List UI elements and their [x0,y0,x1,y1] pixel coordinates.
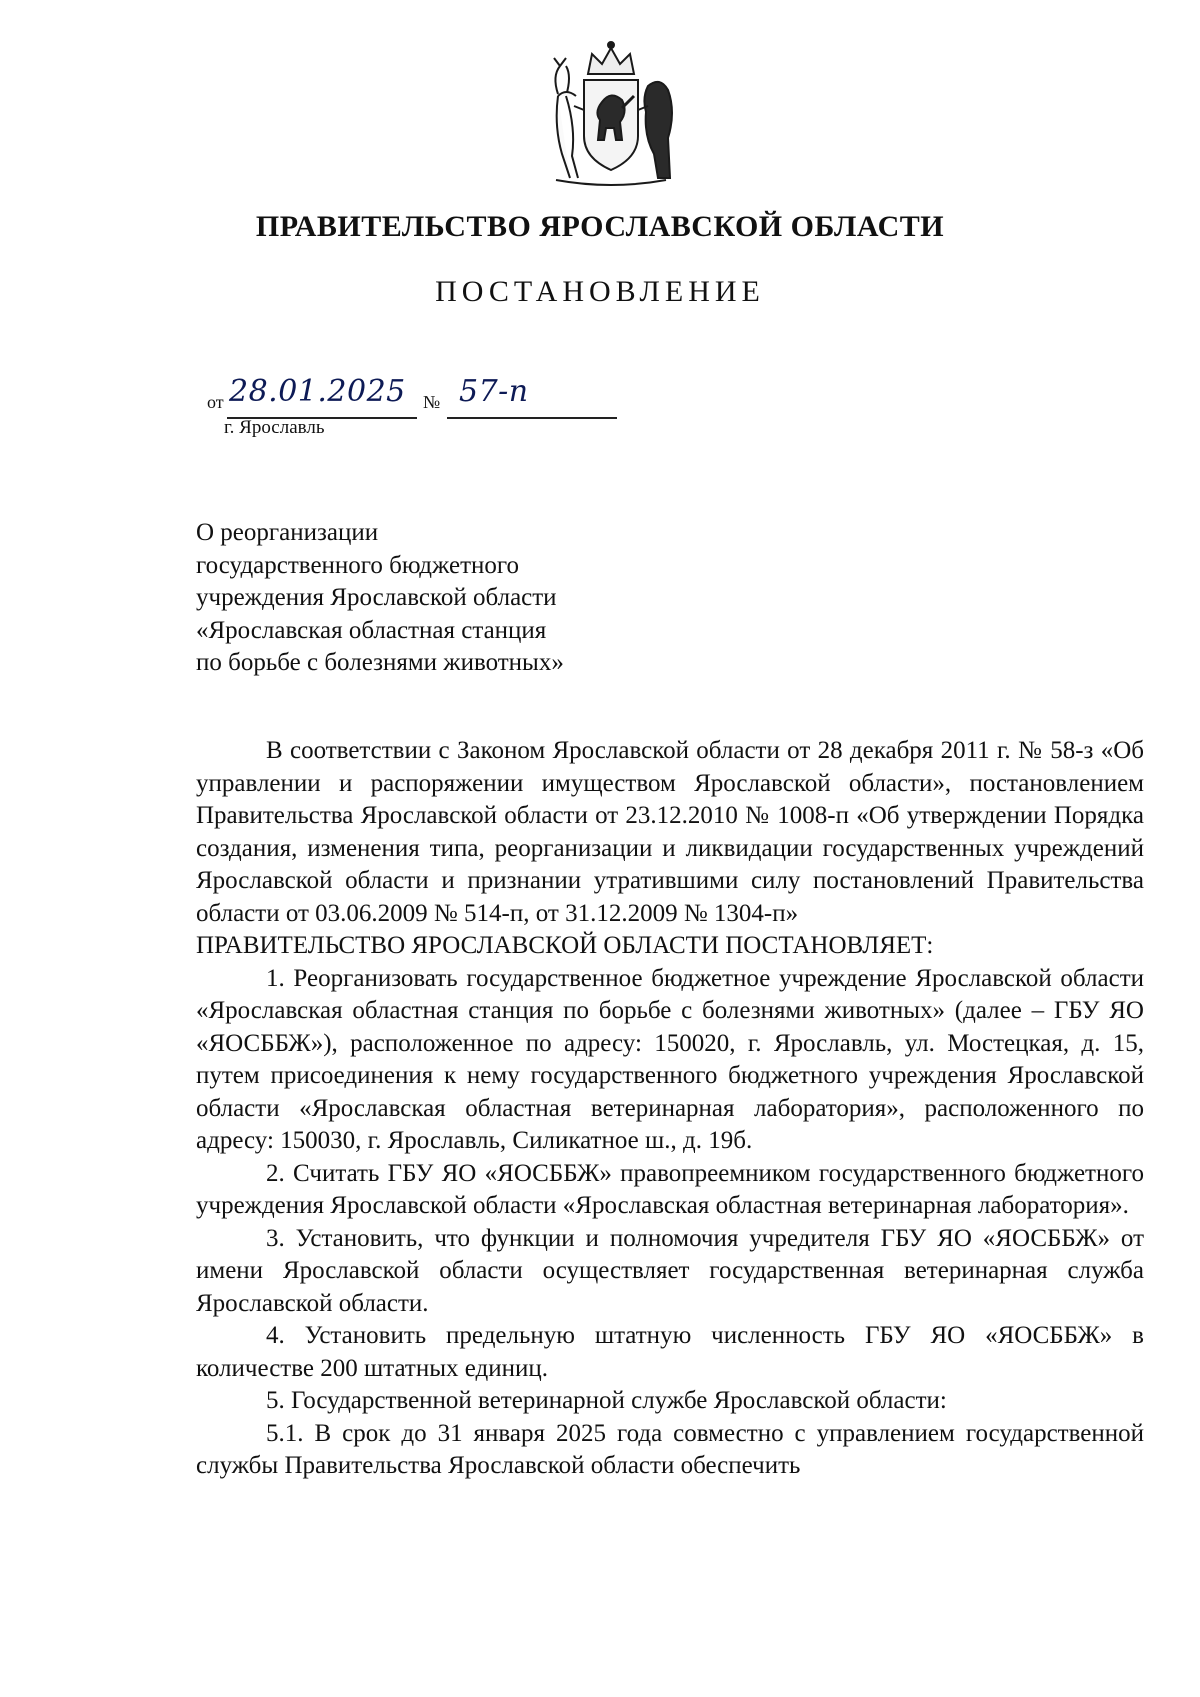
document-body [196,735,1144,1483]
coat-of-arms-icon [536,36,686,186]
subject-line: учреждения Ярославской области [196,584,557,611]
resolve-heading: ПРАВИТЕЛЬСТВО ЯРОСЛАВСКОЙ ОБЛАСТИ ПОСТАНОВЛЯЕТ: [196,932,934,959]
number-underline [447,417,617,419]
resolution-item: 4. Установить предельную штатную численность ГБУ ЯО «ЯОСББЖ» в количестве 200 штатных единиц. [196,1322,1144,1382]
document-type: ПОСТАНОВЛЕНИЕ [435,275,765,308]
organization-title: ПРАВИТЕЛЬСТВО ЯРОСЛАВСКОЙ ОБЛАСТИ [255,210,945,243]
document-subject [196,517,564,680]
handwritten-number: 57-п [459,374,529,409]
subject-line: «Ярославская областная станция [196,616,547,644]
number-label: № [423,392,441,412]
resolution-item: 1. Реорганизовать государственное бюджетное учреждение Ярославской области «Ярославская областная станция по борьбе с болезнями животных» (далее – ГБУ ЯО «ЯОСББЖ»), расположенное по адресу: 150020, г. Ярославль, ул. Мостецкая, д. 15, путем присоединения к нему государственного бюджетного учреждения Ярославской области «Ярославская областная ветеринарная лаборатория», расположенного по адресу: 150030, г. Ярославль, Силикатное ш., д. 19б. [196,964,1144,1154]
subject-line: О реорганизации [196,519,379,546]
resolution-item: 2. Считать ГБУ ЯО «ЯОСББЖ» правопреемником государственного бюджетного учреждения Ярославской области «Ярославская областная ветеринарная лаборатория». [196,1159,1144,1219]
subject-line: государственного бюджетного [196,551,519,579]
document-requisites [207,374,627,420]
resolution-item: 3. Установить, что функции и полномочия учредителя ГБУ ЯО «ЯОСББЖ» от имени Ярославской области осуществляет государственная ветеринарная служба Ярославской области. [196,1224,1144,1317]
city-label: г. Ярославль [224,417,325,438]
subject-line: по борьбе с болезнями животных» [196,649,564,676]
resolution-item: 5. Государственной ветеринарной службе Ярославской области: [266,1387,947,1414]
preamble-paragraph: В соответствии с Законом Ярославской области от 28 декабря 2011 г. № 58-з «Об управлении и распоряжении имуществом Ярославской области», постановлением Правительства Ярославской области от 23.12.2010 № 1008-п «Об утверждении Порядка создания, изменения типа, реорганизации и ликвидации государственных учреждений Ярославской области и признании утратившими силу постановлений Правительства области от 03.06.2009 № 514-п, от 31.12.2009 № 1304-п» [196,737,1144,927]
resolution-item: 5.1. В срок до 31 января 2025 года совместно с управлением государственной службы Правительства Ярославской области обеспечить [196,1419,1144,1479]
date-label: от [207,392,224,412]
handwritten-date: 28.01.2025 [229,374,406,409]
